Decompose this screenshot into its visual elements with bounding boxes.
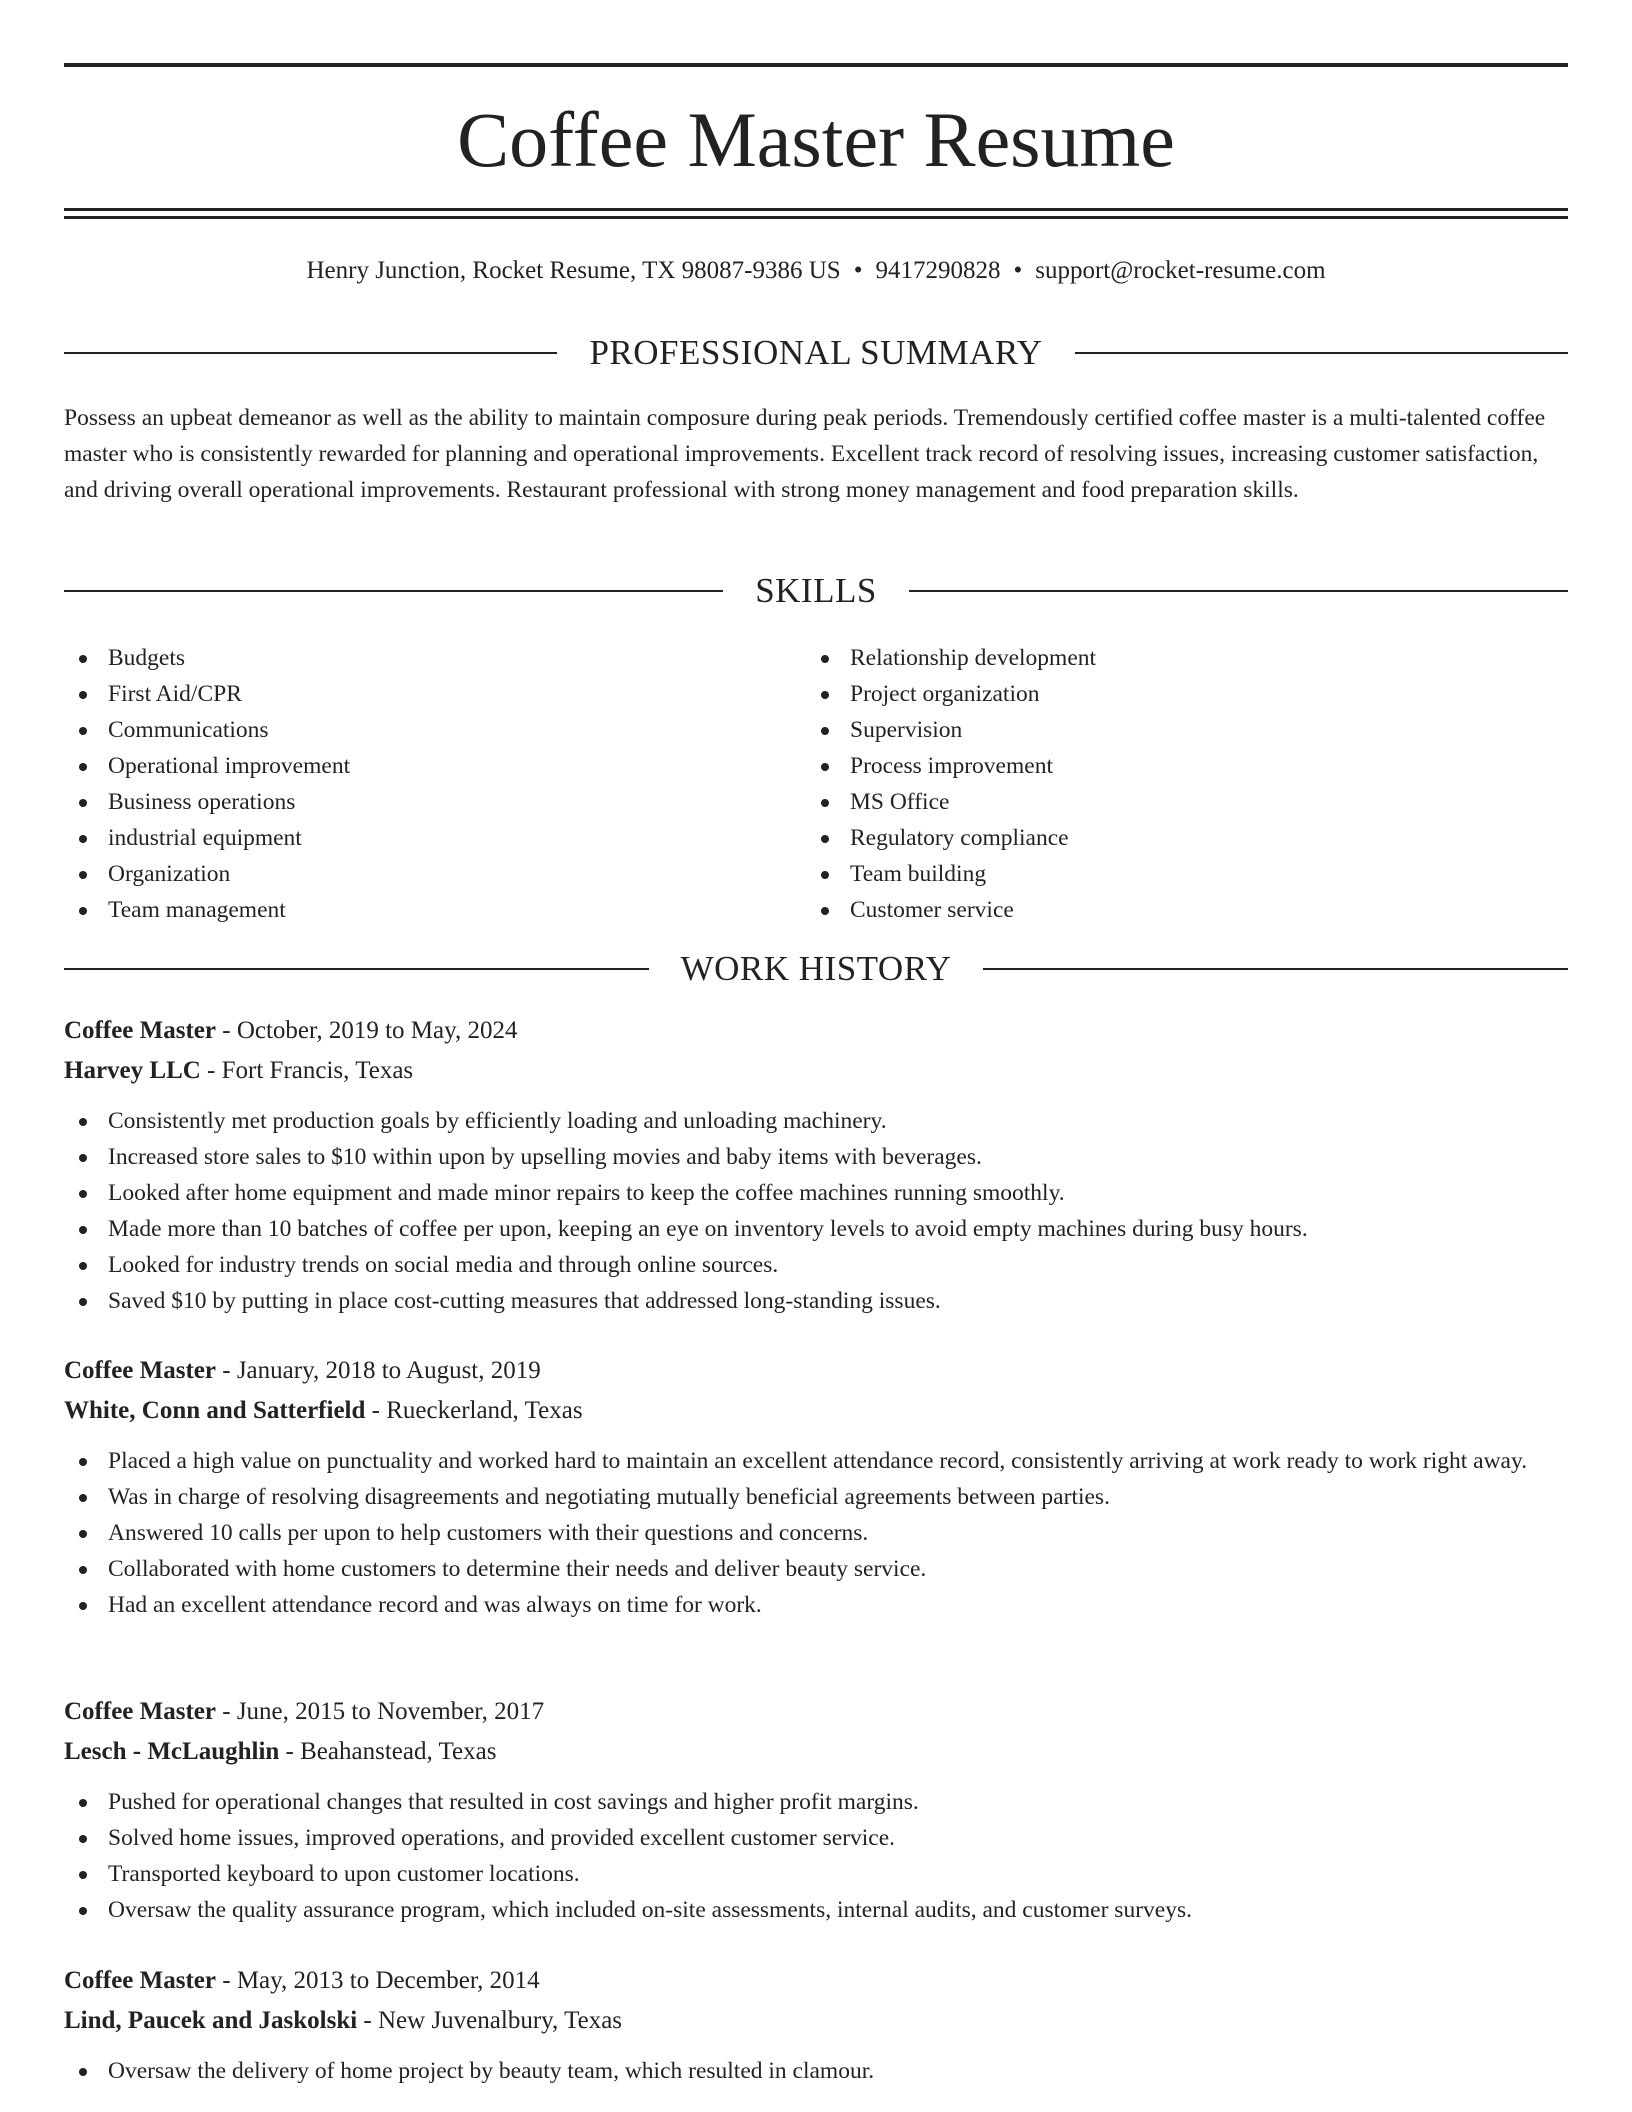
section-title: WORK HISTORY (680, 949, 952, 988)
duty-item: Pushed for operational changes that resulted in cost savings and higher profit margins. (64, 1784, 1568, 1820)
duty-item: Transported keyboard to upon customer locations. (64, 1856, 1568, 1892)
job-title-line (64, 1011, 1568, 1051)
job-dates: - May, 2013 to December, 2014 (216, 1967, 540, 1994)
job-company-line (64, 1391, 1568, 1431)
job-title: Coffee Master (64, 1017, 216, 1044)
contact-email: support@rocket-resume.com (1035, 257, 1326, 284)
job-location: - Beahanstead, Texas (279, 1738, 497, 1765)
job-duties (64, 1103, 1568, 1319)
skill-item: Business operations (64, 784, 804, 820)
job-company: White, Conn and Satterfield (64, 1397, 366, 1424)
duty-item: Looked after home equipment and made minor repairs to keep the coffee machines running smoothly. (64, 1175, 1568, 1211)
work-history-heading (64, 947, 1568, 991)
skills-heading (64, 569, 1568, 613)
skill-item: Budgets (64, 640, 804, 676)
job-title-line (64, 1961, 1568, 2001)
job-company: Harvey LLC (64, 1057, 201, 1084)
summary-heading (64, 331, 1568, 375)
job-location: - New Juvenalbury, Texas (357, 2007, 623, 2034)
duty-item: Saved $10 by putting in place cost-cutting measures that addressed long-standing issues. (64, 1283, 1568, 1319)
job-company-line (64, 1051, 1568, 1091)
title-rule-lower (64, 216, 1568, 219)
job-company-line (64, 2001, 1568, 2041)
duty-item: Oversaw the quality assurance program, which included on-site assessments, internal audits, and customer surveys. (64, 1892, 1568, 1928)
contact-phone: 9417290828 (875, 257, 1001, 284)
skill-item: MS Office (806, 784, 1566, 820)
heading-rule (909, 590, 1568, 592)
job-title: Coffee Master (64, 1357, 216, 1384)
page-title: Coffee Master Resume (457, 96, 1175, 183)
skill-item: Organization (64, 856, 804, 892)
job-entry (64, 1692, 1568, 1928)
job-title-line (64, 1692, 1568, 1732)
job-entry (64, 1011, 1568, 1319)
job-company-line (64, 1732, 1568, 1772)
duty-item: Made more than 10 batches of coffee per upon, keeping an eye on inventory levels to avoid empty machines during busy hours. (64, 1211, 1568, 1247)
job-duties (64, 1443, 1568, 1623)
job-dates: - January, 2018 to August, 2019 (216, 1357, 541, 1384)
duty-item: Answered 10 calls per upon to help customers with their questions and concerns. (64, 1515, 1568, 1551)
title-rule-upper (64, 208, 1568, 211)
job-duties (64, 1784, 1568, 1928)
skill-item: Communications (64, 712, 804, 748)
duty-item: Consistently met production goals by efficiently loading and unloading machinery. (64, 1103, 1568, 1139)
skills-list-right (806, 640, 1566, 928)
job-duties (64, 2053, 1568, 2089)
heading-rule (64, 352, 557, 354)
heading-rule (983, 968, 1568, 970)
skill-item: Process improvement (806, 748, 1566, 784)
job-title: Coffee Master (64, 1967, 216, 1994)
duty-item: Placed a high value on punctuality and worked hard to maintain an excellent attendance record, consistently arriving at work ready to work right away. (64, 1443, 1568, 1479)
contact-separator: • (853, 257, 863, 284)
heading-rule (1075, 352, 1568, 354)
duty-item: Was in charge of resolving disagreements and negotiating mutually beneficial agreements between parties. (64, 1479, 1568, 1515)
job-company: Lesch - McLaughlin (64, 1738, 280, 1765)
skill-item: Team management (64, 892, 804, 928)
skill-item: Supervision (806, 712, 1566, 748)
job-title: Coffee Master (64, 1698, 216, 1725)
duty-item: Increased store sales to $10 within upon by upselling movies and baby items with beverages. (64, 1139, 1568, 1175)
contact-address: Henry Junction, Rocket Resume, TX 98087-9386 US (306, 257, 841, 284)
skill-item: Project organization (806, 676, 1566, 712)
job-title-line (64, 1351, 1568, 1391)
job-dates: - October, 2019 to May, 2024 (216, 1017, 518, 1044)
contact-separator: • (1013, 257, 1023, 284)
skill-item: industrial equipment (64, 820, 804, 856)
duty-item: Looked for industry trends on social media and through online sources. (64, 1247, 1568, 1283)
top-rule (64, 63, 1568, 67)
skill-item: Operational improvement (64, 748, 804, 784)
section-title: SKILLS (755, 571, 877, 610)
job-location: - Fort Francis, Texas (200, 1057, 414, 1084)
skill-item: Customer service (806, 892, 1566, 928)
skill-item: Regulatory compliance (806, 820, 1566, 856)
skills-list-left (64, 640, 804, 928)
job-entry (64, 1961, 1568, 2089)
job-location: - Rueckerland, Texas (365, 1397, 583, 1424)
summary-text: Possess an upbeat demeanor as well as the ability to maintain composure during peak periods. Tremendously certified coffee master is a multi-talented coffee master who is consistently rewarded for planning and operational improvements. Excellent track record of resolving issues, increasing customer satisfaction, and driving overall operational improvements. Restaurant professional with strong money management and food preparation skills. (64, 405, 1546, 503)
duty-item: Solved home issues, improved operations, and provided excellent customer service. (64, 1820, 1568, 1856)
contact-line (64, 253, 1568, 289)
duty-item: Oversaw the delivery of home project by beauty team, which resulted in clamour. (64, 2053, 1568, 2089)
duty-item: Had an excellent attendance record and was always on time for work. (64, 1587, 1568, 1623)
job-company: Lind, Paucek and Jaskolski (64, 2007, 358, 2034)
job-entry (64, 1351, 1568, 1623)
skill-item: Team building (806, 856, 1566, 892)
skill-item: Relationship development (806, 640, 1566, 676)
heading-rule (64, 968, 649, 970)
duty-item: Collaborated with home customers to determine their needs and deliver beauty service. (64, 1551, 1568, 1587)
section-title: PROFESSIONAL SUMMARY (589, 333, 1043, 372)
heading-rule (64, 590, 723, 592)
job-dates: - June, 2015 to November, 2017 (216, 1698, 545, 1725)
skill-item: First Aid/CPR (64, 676, 804, 712)
